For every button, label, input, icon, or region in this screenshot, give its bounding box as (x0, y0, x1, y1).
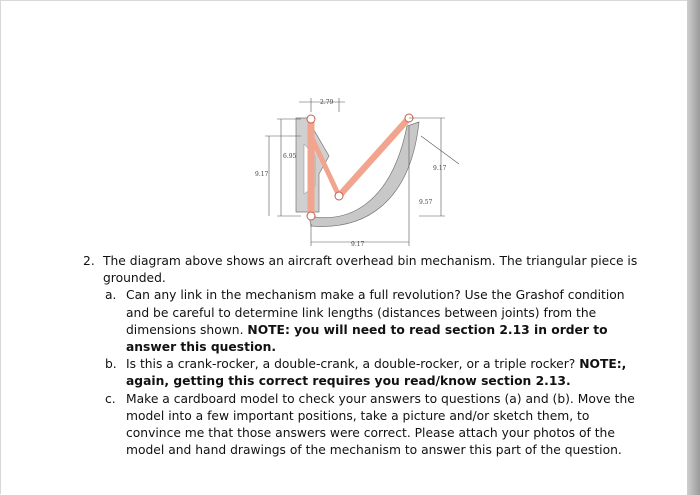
mechanism-diagram (241, 96, 481, 256)
dim-left-outer: 9.17 (255, 171, 269, 178)
dim-left-inner: 6.95 (283, 153, 297, 160)
pivot-bottom-left (307, 212, 315, 220)
sub-question-plain: Can any link in the mechanism make a full revolution? Use the Grashof condition and be careful to determine link lengths (distances between joints) from the dimensions shown. (126, 288, 625, 337)
dim-right-upper: 9.17 (433, 165, 447, 172)
sub-question-a (105, 287, 643, 356)
sub-question-c (105, 391, 643, 460)
sub-question-list (105, 287, 643, 459)
question-intro: The diagram above shows an aircraft overhead bin mechanism. The triangular piece is grounded. (103, 254, 638, 286)
sub-question-text (126, 287, 643, 356)
sub-question-note: NOTE:, again, getting this correct requires you read/know section 2.13. (126, 357, 627, 389)
question-block (83, 253, 643, 459)
dim-bottom: 9.17 (351, 241, 365, 248)
dim-right-lower: 9.57 (419, 199, 433, 206)
curved-bin-link (309, 122, 419, 226)
sub-question-note: NOTE: you will need to read section 2.13 in order to answer this question. (126, 322, 608, 355)
pivot-middle (335, 192, 343, 200)
question-number: 2. (83, 254, 95, 268)
sub-question-text: Make a cardboard model to check your answers to questions (a) and (b). Move the model into a few important positions, take a picture and/or sketch them, to convince me that those answers were correct. Please attach your photos of the model and hand drawings of the mechanism to answer this part of the question. (126, 391, 635, 458)
sub-letter: c. (105, 391, 116, 406)
bin-mechanism-figure (241, 96, 481, 256)
sub-question-plain: Is this a crank-rocker, a double-crank, a double-rocker, or a triple rocker? (126, 357, 580, 372)
sub-letter: a. (105, 288, 117, 303)
pivot-top-left (307, 115, 315, 123)
sub-question-b (105, 356, 643, 390)
question-header (83, 253, 643, 287)
sub-question-text (126, 356, 643, 390)
sub-letter: b. (105, 357, 117, 372)
dim-top: 2.79 (320, 99, 334, 106)
scrollbar[interactable] (687, 0, 700, 495)
